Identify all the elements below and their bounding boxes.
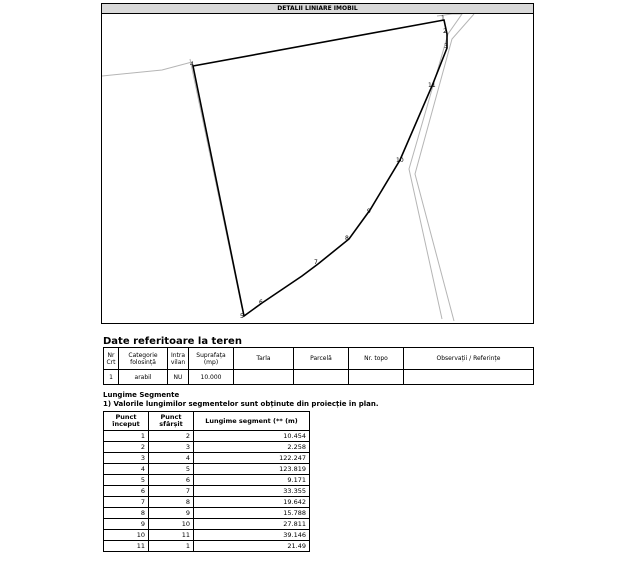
cell-end-point: 1 — [149, 541, 194, 552]
cell-end-point: 6 — [149, 475, 194, 486]
cell-start-point: 11 — [104, 541, 149, 552]
cell-start-point: 2 — [104, 442, 149, 453]
segments-subtitle: 1) Valorile lungimilor segmentelor sunt obținute din proiecție în plan. — [103, 400, 379, 408]
segment-row — [104, 519, 310, 530]
cell-end-point: 5 — [149, 464, 194, 475]
cell-start-point: 9 — [104, 519, 149, 530]
parcel-drawing — [102, 14, 533, 323]
parcel-plan — [101, 3, 534, 324]
cell-start-point: 1 — [104, 431, 149, 442]
point-label: 1 — [441, 15, 445, 22]
road-boundary-east — [415, 14, 474, 321]
cell-parcela — [294, 370, 349, 385]
cell-length: 9.171 — [194, 475, 310, 486]
cell-length: 21.49 — [194, 541, 310, 552]
cell-nr-crt: 1 — [104, 370, 119, 385]
cell-end-point: 10 — [149, 519, 194, 530]
segment-row — [104, 508, 310, 519]
point-label: 4 — [190, 61, 194, 68]
cell-end-point: 8 — [149, 497, 194, 508]
reference-row — [104, 370, 534, 385]
header-intravilan: Intra vilan — [168, 348, 189, 370]
segment-row — [104, 453, 310, 464]
point-label: 8 — [345, 235, 349, 242]
cell-length: 10.454 — [194, 431, 310, 442]
cell-start-point: 6 — [104, 486, 149, 497]
cell-observations — [404, 370, 534, 385]
header-end-point: Punct sfârșit — [149, 412, 194, 431]
point-label: 10 — [396, 157, 404, 164]
cell-length: 19.642 — [194, 497, 310, 508]
point-label: 2 — [443, 28, 447, 35]
header-observations: Observații / Referințe — [404, 348, 534, 370]
cell-start-point: 8 — [104, 508, 149, 519]
reference-section-title: Date referitoare la teren — [103, 336, 242, 347]
header-category: Categorie folosință — [119, 348, 168, 370]
header-segment-length: Lungime segment (** (m) — [194, 412, 310, 431]
cell-length: 2.258 — [194, 442, 310, 453]
cell-length: 123.819 — [194, 464, 310, 475]
header-tarla: Tarla — [234, 348, 294, 370]
header-nr-topo: Nr. topo — [349, 348, 404, 370]
cell-end-point: 9 — [149, 508, 194, 519]
header-area: Suprafața (mp) — [189, 348, 234, 370]
neighbour-boundary-west — [102, 62, 192, 76]
segment-row — [104, 497, 310, 508]
cell-start-point: 3 — [104, 453, 149, 464]
segments-title: Lungime Segmente — [103, 391, 180, 399]
cell-end-point: 2 — [149, 431, 194, 442]
cell-length: 122.247 — [194, 453, 310, 464]
header-start-point: Punct început — [104, 412, 149, 431]
cell-end-point: 4 — [149, 453, 194, 464]
segment-row — [104, 475, 310, 486]
segment-row — [104, 464, 310, 475]
cell-category: arabil — [119, 370, 168, 385]
cell-start-point: 10 — [104, 530, 149, 541]
point-label: 5 — [240, 313, 244, 320]
cell-start-point: 7 — [104, 497, 149, 508]
plan-title: DETALII LINIARE IMOBIL — [102, 4, 533, 14]
cell-start-point: 4 — [104, 464, 149, 475]
segments-table — [103, 411, 310, 552]
segment-row — [104, 541, 310, 552]
cell-area: 10.000 — [189, 370, 234, 385]
cell-start-point: 5 — [104, 475, 149, 486]
cell-length: 39.146 — [194, 530, 310, 541]
point-label: 3 — [444, 43, 448, 50]
cell-tarla — [234, 370, 294, 385]
segment-row — [104, 486, 310, 497]
cell-intravilan: NU — [168, 370, 189, 385]
point-label: 9 — [367, 208, 371, 215]
reference-header-row — [104, 348, 534, 370]
cell-end-point: 3 — [149, 442, 194, 453]
reference-table — [103, 347, 534, 385]
segment-row — [104, 442, 310, 453]
cell-end-point: 7 — [149, 486, 194, 497]
segment-row — [104, 431, 310, 442]
segments-header-row — [104, 412, 310, 431]
header-nr-crt: Nr Crt — [104, 348, 119, 370]
cell-length: 15.788 — [194, 508, 310, 519]
segment-row — [104, 530, 310, 541]
cell-end-point: 11 — [149, 530, 194, 541]
point-label: 7 — [314, 259, 318, 266]
point-label: 11 — [428, 82, 436, 89]
header-parcela: Parcelă — [294, 348, 349, 370]
cell-length: 33.355 — [194, 486, 310, 497]
point-label: 6 — [259, 299, 263, 306]
cell-length: 27.811 — [194, 519, 310, 530]
cell-nr-topo — [349, 370, 404, 385]
